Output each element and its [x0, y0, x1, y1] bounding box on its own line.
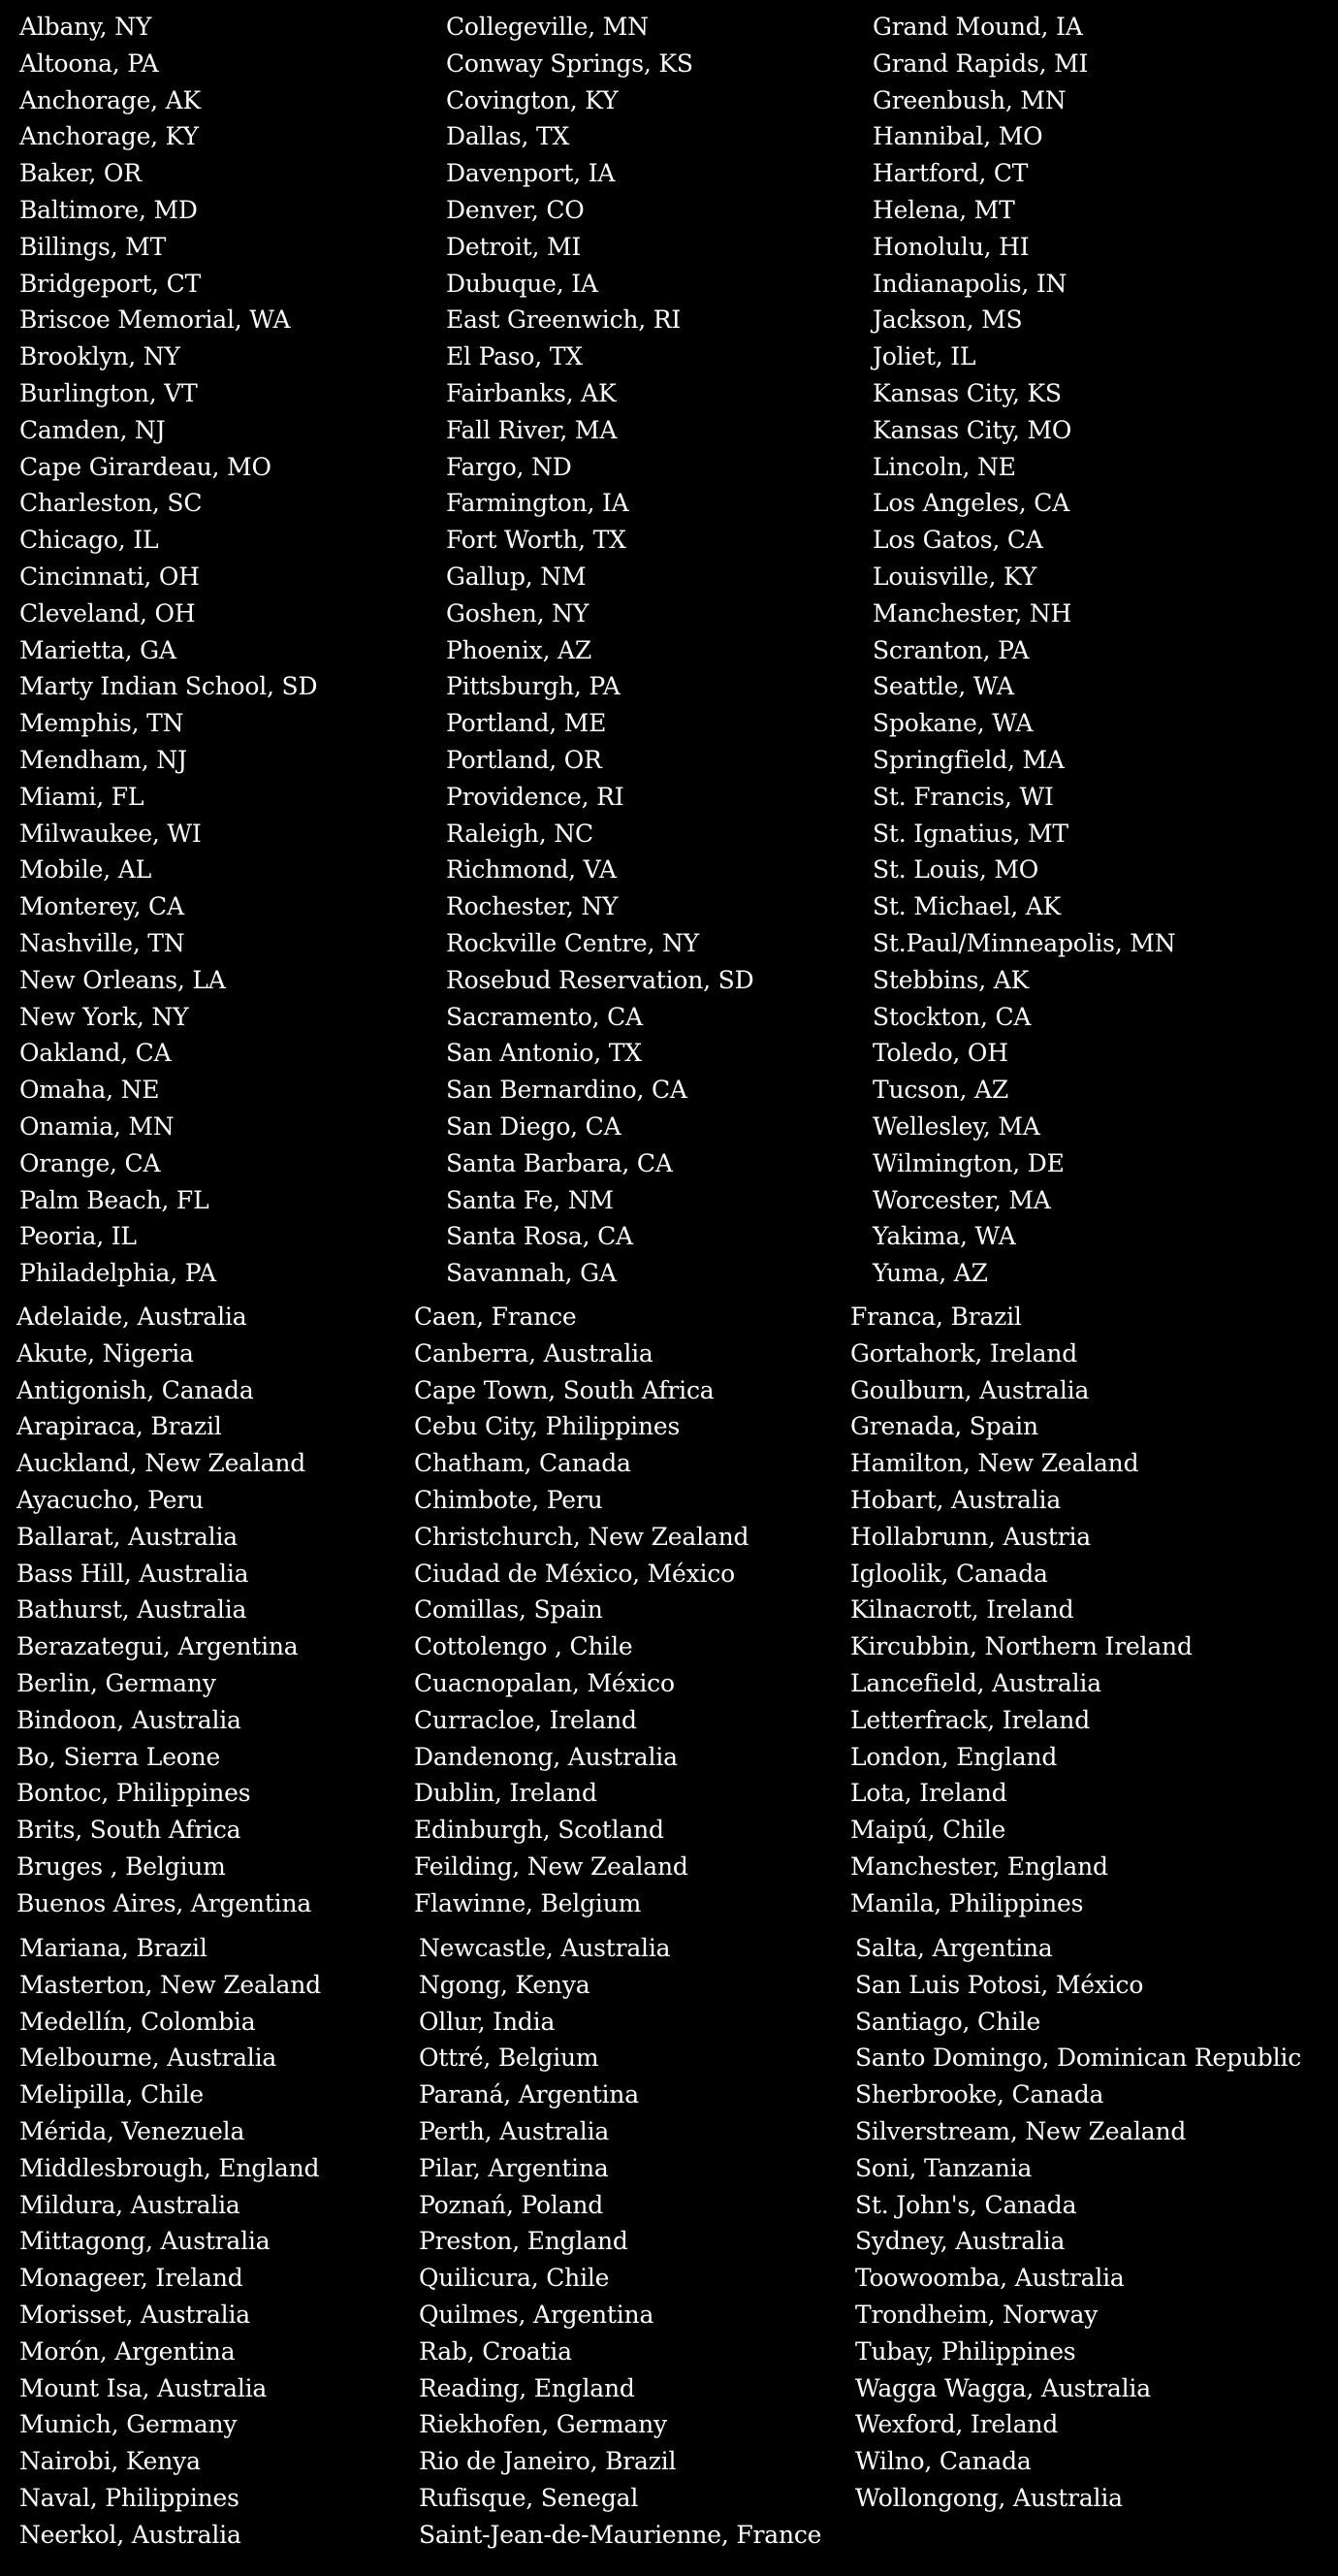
place-name: Quilmes, Argentina [419, 2300, 654, 2329]
place-name: Wilno, Canada [855, 2447, 1032, 2476]
place-name: Santiago, Chile [855, 2007, 1041, 2036]
place-name: Bathurst, Australia [16, 1595, 247, 1625]
place-name: Indianapolis, IN [873, 269, 1067, 298]
place-name: Lincoln, NE [873, 452, 1016, 481]
place-name: Mittagong, Australia [19, 2227, 271, 2256]
place-name: Grenada, Spain [850, 1412, 1038, 1441]
place-name: Fort Worth, TX [446, 526, 626, 555]
place-name: Rochester, NY [446, 892, 619, 921]
place-name: Ollur, India [419, 2007, 556, 2036]
place-name: Bruges , Belgium [16, 1852, 226, 1881]
place-name: Saint-Jean-de-Maurienne, France [419, 2520, 822, 2549]
place-name: Richmond, VA [446, 855, 617, 885]
place-name: Mariana, Brazil [19, 1934, 207, 1962]
place-name: Rosebud Reservation, SD [446, 965, 754, 994]
place-name: Pittsburgh, PA [446, 672, 621, 701]
place-name: Soni, Tanzania [855, 2153, 1033, 2182]
place-name: Yakima, WA [873, 1222, 1016, 1251]
place-name: El Paso, TX [446, 342, 583, 371]
place-name: Miami, FL [19, 782, 144, 811]
place-name: Stebbins, AK [873, 965, 1030, 994]
place-name: Wilmington, DE [873, 1148, 1065, 1177]
place-name: Santa Barbara, CA [446, 1148, 673, 1177]
place-name: Quilicura, Chile [419, 2264, 610, 2293]
intl-b-column-2 [419, 1930, 821, 2554]
place-name: St.Paul/Minneapolis, MN [873, 928, 1176, 957]
place-name: Feilding, New Zealand [414, 1852, 688, 1881]
place-name: Albany, NY [19, 13, 152, 41]
place-name: Fairbanks, AK [446, 378, 617, 407]
place-name: Wollongong, Australia [855, 2483, 1123, 2512]
place-name: Cottolengo , Chile [414, 1632, 633, 1661]
place-name: Ballarat, Australia [16, 1522, 238, 1551]
place-name: Dallas, TX [446, 122, 570, 151]
place-name: Monterey, CA [19, 892, 184, 921]
place-name: Jackson, MS [873, 306, 1023, 335]
us-column-3 [873, 9, 1175, 1292]
place-name: Naval, Philippines [19, 2483, 239, 2512]
place-name: Kircubbin, Northern Ireland [850, 1632, 1193, 1661]
place-name: Chicago, IL [19, 526, 159, 555]
place-name: Medellín, Colombia [19, 2007, 256, 2036]
place-name: Philadelphia, PA [19, 1259, 216, 1288]
place-name: Raleigh, NC [446, 819, 593, 848]
place-name: Tucson, AZ [873, 1076, 1009, 1105]
place-name: Pilar, Argentina [419, 2153, 609, 2182]
place-name: Briscoe Memorial, WA [19, 306, 291, 335]
place-name: Los Gatos, CA [873, 526, 1043, 555]
place-name: Kansas City, KS [873, 378, 1062, 407]
place-name: Cape Town, South Africa [414, 1375, 715, 1404]
place-name: Middlesbrough, England [19, 2153, 320, 2182]
place-name: Igloolik, Canada [850, 1559, 1048, 1588]
place-name: Collegeville, MN [446, 13, 649, 41]
place-name: Hannibal, MO [873, 122, 1043, 151]
intl-b-column-1 [19, 1930, 321, 2554]
place-name: Portland, ME [446, 709, 607, 738]
place-name: Dandenong, Australia [414, 1742, 678, 1771]
place-name: Lancefield, Australia [850, 1668, 1101, 1697]
place-name: Anchorage, AK [19, 85, 201, 114]
place-name: Goshen, NY [446, 598, 589, 628]
place-name: Nairobi, Kenya [19, 2447, 201, 2476]
place-name: Rab, Croatia [419, 2336, 572, 2366]
place-name: Reading, England [419, 2373, 635, 2402]
place-name: Adelaide, Australia [16, 1303, 247, 1331]
place-name: New York, NY [19, 1002, 189, 1031]
place-name: Louisville, KY [873, 562, 1037, 591]
place-name: Salta, Argentina [855, 1934, 1053, 1962]
place-name: Mendham, NJ [19, 745, 187, 774]
place-name: Preston, England [419, 2227, 628, 2256]
place-name: St. Francis, WI [873, 782, 1054, 811]
place-name: Portland, OR [446, 745, 602, 774]
place-name: Denver, CO [446, 195, 585, 224]
place-name: Santa Fe, NM [446, 1185, 614, 1214]
place-name: Gortahork, Ireland [850, 1338, 1078, 1368]
place-name: Detroit, MI [446, 232, 582, 261]
place-name: St. Louis, MO [873, 855, 1039, 885]
place-name: Bass Hill, Australia [16, 1559, 249, 1588]
place-name: Marty Indian School, SD [19, 672, 318, 701]
place-name: Caen, France [414, 1303, 577, 1331]
place-name: Sydney, Australia [855, 2227, 1066, 2256]
place-name: Fall River, MA [446, 415, 618, 444]
place-name: Toledo, OH [873, 1039, 1008, 1068]
place-name: Brits, South Africa [16, 1816, 241, 1845]
place-name: Goulburn, Australia [850, 1375, 1090, 1404]
place-name: Morón, Argentina [19, 2336, 236, 2366]
place-name: St. John's, Canada [855, 2190, 1077, 2219]
place-name: Joliet, IL [873, 342, 976, 371]
place-name: Marietta, GA [19, 635, 176, 664]
place-name: Wagga Wagga, Australia [855, 2373, 1151, 2402]
place-name: Phoenix, AZ [446, 635, 592, 664]
place-name: Brooklyn, NY [19, 342, 180, 371]
place-name: Davenport, IA [446, 159, 616, 188]
place-name: Sherbrooke, Canada [855, 2080, 1104, 2109]
place-name: Mount Isa, Australia [19, 2373, 268, 2402]
place-name: Greenbush, MN [873, 85, 1067, 114]
place-name: Ayacucho, Peru [16, 1485, 204, 1514]
place-name: Savannah, GA [446, 1259, 617, 1288]
place-name: Poznań, Poland [419, 2190, 604, 2219]
place-name: Palm Beach, FL [19, 1185, 209, 1214]
place-name: Grand Rapids, MI [873, 48, 1089, 78]
place-name: Santa Rosa, CA [446, 1222, 633, 1251]
place-name: Bindoon, Australia [16, 1705, 241, 1734]
place-name: Mobile, AL [19, 855, 151, 885]
place-name: Cape Girardeau, MO [19, 452, 271, 481]
place-name: Camden, NJ [19, 415, 166, 444]
place-name: Farmington, IA [446, 489, 629, 518]
place-name: Ngong, Kenya [419, 1970, 590, 1999]
place-name: Conway Springs, KS [446, 48, 693, 78]
place-name: San Bernardino, CA [446, 1076, 687, 1105]
place-name: Altoona, PA [19, 48, 159, 78]
place-name: Edinburgh, Scotland [414, 1816, 664, 1845]
place-name: Perth, Australia [419, 2116, 610, 2145]
place-name: Comillas, Spain [414, 1595, 603, 1625]
place-name: Sacramento, CA [446, 1002, 643, 1031]
place-name: Seattle, WA [873, 672, 1014, 701]
place-name: Cuacnopalan, México [414, 1668, 675, 1697]
place-name: St. Michael, AK [873, 892, 1062, 921]
place-name: Milwaukee, WI [19, 819, 202, 848]
place-name: Cleveland, OH [19, 598, 196, 628]
place-name: Kansas City, MO [873, 415, 1072, 444]
place-name: Trondheim, Norway [855, 2300, 1099, 2329]
place-name: Wexford, Ireland [855, 2410, 1059, 2439]
place-name: Scranton, PA [873, 635, 1030, 664]
place-name: Baker, OR [19, 159, 142, 188]
place-name: Honolulu, HI [873, 232, 1030, 261]
place-name: Billings, MT [19, 232, 167, 261]
place-name: Chimbote, Peru [414, 1485, 603, 1514]
us-column-1 [19, 9, 317, 1292]
place-name: Providence, RI [446, 782, 624, 811]
place-name: Burlington, VT [19, 378, 198, 407]
intl-a-column-3 [850, 1299, 1193, 1922]
place-name: Spokane, WA [873, 709, 1034, 738]
us-column-2 [446, 9, 753, 1292]
place-name: Toowoomba, Australia [855, 2264, 1125, 2293]
place-name: Los Angeles, CA [873, 489, 1070, 518]
place-name: Newcastle, Australia [419, 1934, 671, 1962]
place-name: Riekhofen, Germany [419, 2410, 667, 2439]
place-name: Auckland, New Zealand [16, 1449, 306, 1478]
place-name: Neerkol, Australia [19, 2520, 241, 2549]
place-name: Melipilla, Chile [19, 2080, 204, 2109]
place-name: Ottré, Belgium [419, 2044, 599, 2073]
intl-a-column-2 [414, 1299, 749, 1922]
place-name: Arapiraca, Brazil [16, 1412, 222, 1441]
place-name: Oakland, CA [19, 1039, 172, 1068]
place-name: Stockton, CA [873, 1002, 1032, 1031]
place-name: Orange, CA [19, 1148, 161, 1177]
place-name: Paraná, Argentina [419, 2080, 639, 2109]
intl-b-column-3 [855, 1930, 1301, 2517]
place-name: Kilnacrott, Ireland [850, 1595, 1074, 1625]
place-name: Manchester, England [850, 1852, 1108, 1881]
place-name: Flawinne, Belgium [414, 1888, 642, 1917]
place-name: Christchurch, New Zealand [414, 1522, 749, 1551]
place-name: Rufisque, Senegal [419, 2483, 639, 2512]
place-name: Hamilton, New Zealand [850, 1449, 1139, 1478]
place-name: Manila, Philippines [850, 1888, 1084, 1917]
place-name: Hobart, Australia [850, 1485, 1062, 1514]
place-name: Wellesley, MA [873, 1111, 1040, 1141]
place-name: Charleston, SC [19, 489, 203, 518]
place-name: Bo, Sierra Leone [16, 1742, 221, 1771]
place-name: Nashville, TN [19, 928, 185, 957]
place-name: Worcester, MA [873, 1185, 1051, 1214]
place-name: Antigonish, Canada [16, 1375, 254, 1404]
place-name: Buenos Aires, Argentina [16, 1888, 312, 1917]
place-name: Hartford, CT [873, 159, 1029, 188]
place-name: Maipú, Chile [850, 1816, 1006, 1845]
place-name: Omaha, NE [19, 1076, 160, 1105]
place-name: Baltimore, MD [19, 195, 198, 224]
place-name: Cincinnati, OH [19, 562, 200, 591]
place-name: Grand Mound, IA [873, 13, 1083, 41]
place-name: Hollabrunn, Austria [850, 1522, 1091, 1551]
place-name: Canberra, Australia [414, 1338, 653, 1368]
place-name: Ciudad de México, México [414, 1559, 736, 1588]
intl-a-column-1 [16, 1299, 311, 1922]
place-name: Morisset, Australia [19, 2300, 250, 2329]
place-name: Peoria, IL [19, 1222, 137, 1251]
place-name: Letterfrack, Ireland [850, 1705, 1091, 1734]
place-name: London, England [850, 1742, 1058, 1771]
place-name: Silverstream, New Zealand [855, 2116, 1187, 2145]
place-name: St. Ignatius, MT [873, 819, 1068, 848]
place-name: Tubay, Philippines [855, 2336, 1076, 2366]
place-name: Berazategui, Argentina [16, 1632, 299, 1661]
place-name: Munich, Germany [19, 2410, 238, 2439]
place-name: East Greenwich, RI [446, 306, 682, 335]
place-name: Covington, KY [446, 85, 619, 114]
place-name: Dublin, Ireland [414, 1779, 597, 1808]
place-name: Gallup, NM [446, 562, 587, 591]
place-name: Helena, MT [873, 195, 1015, 224]
place-name: Mildura, Australia [19, 2190, 240, 2219]
place-name: Santo Domingo, Dominican Republic [855, 2044, 1301, 2073]
place-name: Monageer, Ireland [19, 2264, 243, 2293]
place-name: Dubuque, IA [446, 269, 598, 298]
place-name: Mérida, Venezuela [19, 2116, 245, 2145]
place-name: Onamia, MN [19, 1111, 175, 1141]
place-name: San Diego, CA [446, 1111, 621, 1141]
place-name: Masterton, New Zealand [19, 1970, 321, 1999]
place-name: Cebu City, Philippines [414, 1412, 681, 1441]
place-name: Akute, Nigeria [16, 1338, 194, 1368]
place-name: Anchorage, KY [19, 122, 199, 151]
place-name: Chatham, Canada [414, 1449, 631, 1478]
place-name: New Orleans, LA [19, 965, 226, 994]
place-name: Bridgeport, CT [19, 269, 202, 298]
place-name: Rockville Centre, NY [446, 928, 699, 957]
place-name: Melbourne, Australia [19, 2044, 277, 2073]
place-name: Yuma, AZ [873, 1259, 988, 1288]
place-name: Curracloe, Ireland [414, 1705, 637, 1734]
place-name: San Luis Potosi, México [855, 1970, 1144, 1999]
place-name: Bontoc, Philippines [16, 1779, 251, 1808]
place-name: Springfield, MA [873, 745, 1065, 774]
place-name: Berlin, Germany [16, 1668, 216, 1697]
place-name: San Antonio, TX [446, 1039, 642, 1068]
place-name: Fargo, ND [446, 452, 572, 481]
place-name: Rio de Janeiro, Brazil [419, 2447, 677, 2476]
place-name: Franca, Brazil [850, 1303, 1022, 1331]
place-name: Lota, Ireland [850, 1779, 1007, 1808]
place-name: Memphis, TN [19, 709, 184, 738]
place-name: Manchester, NH [873, 598, 1072, 628]
